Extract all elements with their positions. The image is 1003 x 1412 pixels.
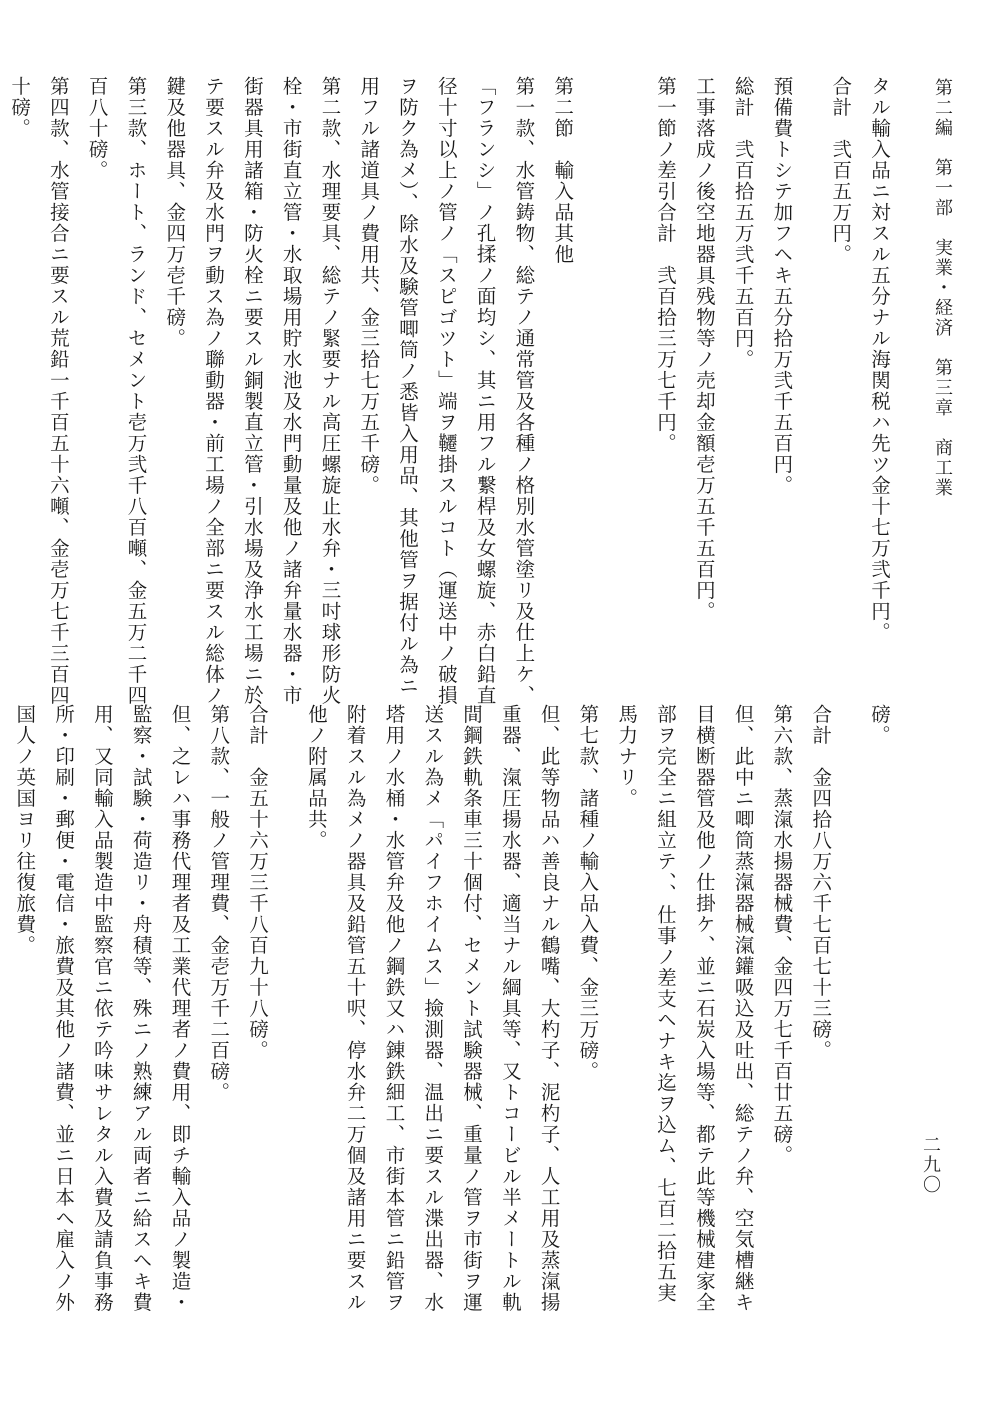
- text-line: タル輸入品ニ対スル五分ナル海関税ハ先ツ金十七万弐千円。: [868, 76, 891, 643]
- text-line: 第一款、水管鋳物、総テノ通常管及各種ノ格別水管塗リ及仕上ケ、: [512, 76, 536, 706]
- text-line: 街器具用諸箱・防火栓ニ要スル銅製直立管・引水場及浄水工場ニ於: [240, 76, 264, 706]
- page-number: 二九〇: [920, 1135, 941, 1195]
- text-line: 馬力ナリ。: [615, 704, 639, 809]
- text-line: 合計 弐百五万円。: [829, 76, 853, 265]
- text-line: 他ノ附属品共。: [304, 704, 328, 851]
- text-line: 送スル為メ「パイフホイムス」撿測器、温出ニ要スル渫出器、水: [421, 704, 445, 1313]
- text-line: 十磅。: [8, 76, 32, 139]
- text-line: 総計 弐百拾五万弐千五百円。: [731, 76, 755, 370]
- text-line: 預備費トシテ加フヘキ五分拾万弐千五百円。: [770, 76, 794, 496]
- text-line: 但、此中ニ唧筒蒸滊器械滊鑵吸込及吐出、総テノ弁、空気槽継キ: [731, 704, 755, 1313]
- text-line: 部ヲ完全ニ組立テ、、仕事ノ差支ヘナキ迄ヲ込ム、七百二拾五実: [654, 704, 678, 1304]
- text-line: テ要スル弁及水門ヲ動ス為ノ聯動器・前工場ノ全部ニ要スル総体ノ: [202, 76, 226, 706]
- text-line: 鍵及他器具、金四万壱千磅。: [163, 76, 187, 349]
- text-line: 百八十磅。: [85, 76, 109, 181]
- text-line: 合計 金五十六万三千八百九十八磅。: [246, 704, 270, 1061]
- text-line: 重器、滊圧揚水器、適当ナル綱具等、又トコービル半メートル軌: [498, 704, 522, 1313]
- text-line: 但、此等物品ハ善良ナル鶴嘴、大杓子、泥杓子、人工用及蒸滊揚: [537, 704, 561, 1313]
- text-line: 径十寸以上ノ管ノ「スピゴツト」端ヲ韆掛スルコト（運送中ノ破損: [434, 76, 458, 706]
- text-line: 第八款、一般ノ管理費、金壱万千二百磅。: [207, 704, 231, 1103]
- text-block-top: [8, 76, 898, 706]
- text-line: ヲ防ク為メ）、除水及験管唧筒ノ悉皆入用品、其他管ヲ据付ル為ニ: [396, 76, 420, 697]
- text-line: 合計 金四拾八万六千七百七十三磅。: [809, 704, 833, 1061]
- text-line: 間鋼鉄軌条車三十個付、セメント試験器械、重量ノ管ヲ市街ヲ運: [460, 704, 484, 1313]
- text-line: 第四款、水管接合ニ要スル荒鉛一千百五十六噸、金壱万七千三百四: [46, 76, 70, 706]
- text-line: 附着スル為メノ器具及鉛管五十呎、停水弁二万個及諸用ニ要スル: [343, 704, 367, 1313]
- text-line: 栓・市街直立管・水取場用貯水池及水門動量及他ノ諸弁量水器・市: [279, 76, 303, 706]
- section-heading: 第二節 輸入品其他: [551, 76, 575, 265]
- text-line: 磅。: [868, 704, 891, 746]
- text-line: 用、又同輸入品製造中監察官ニ依テ吟味サレタル入費及請負事務: [90, 704, 114, 1313]
- text-line: 第六款、蒸滊水揚器械費、金四万七千百廿五磅。: [770, 704, 794, 1166]
- text-line: 塔用ノ水桶・水管弁及他ノ鋼鉄又ハ錬鉄細工、市街本管ニ鉛管ヲ: [382, 704, 406, 1313]
- text-line: 工事落成ノ後空地器具残物等ノ売却金額壱万五千五百円。: [692, 76, 716, 622]
- text-line: 用フル諸道具ノ費用共、金三拾七万五千磅。: [357, 76, 381, 496]
- text-line: 国人ノ英国ヨリ往復旅費。: [13, 704, 37, 956]
- text-line: 第三款、ホート、ランド、セメント壱万弐千八百噸、金五万二千四: [124, 76, 148, 706]
- text-block-bottom: [13, 704, 898, 1344]
- text-line: 監察・試験・荷造リ・舟積等、殊ニノ熟練アル両者ニ給スヘキ費: [129, 704, 153, 1313]
- running-head: 第二編 第一部 実業・経済 第三章 商工業: [932, 78, 953, 498]
- text-line: 目横断器管及他ノ仕掛ケ、並ニ石炭入場等、都テ此等機械建家全: [692, 704, 716, 1313]
- text-line: 「フランシ」ノ孔揉ノ面均シ、其ニ用フル繋桿及女螺旋、赤白鉛直: [473, 76, 497, 706]
- text-line: 第二款、水理要具、総テノ緊要ナル高圧螺旋止水弁・三吋球形防火: [318, 76, 342, 706]
- text-line: 第一節ノ差引合計 弐百拾三万七千円。: [654, 76, 678, 454]
- text-line: 但、之レハ事務代理者及工業代理者ノ費用、即チ輸入品ノ製造・: [168, 704, 192, 1313]
- text-line: 第七款、諸種ノ輸入品入費、金三万磅。: [576, 704, 600, 1082]
- text-line: 所・印刷・郵便・電信・旅費及其他ノ諸費、並ニ日本ヘ雇入ノ外: [52, 704, 76, 1313]
